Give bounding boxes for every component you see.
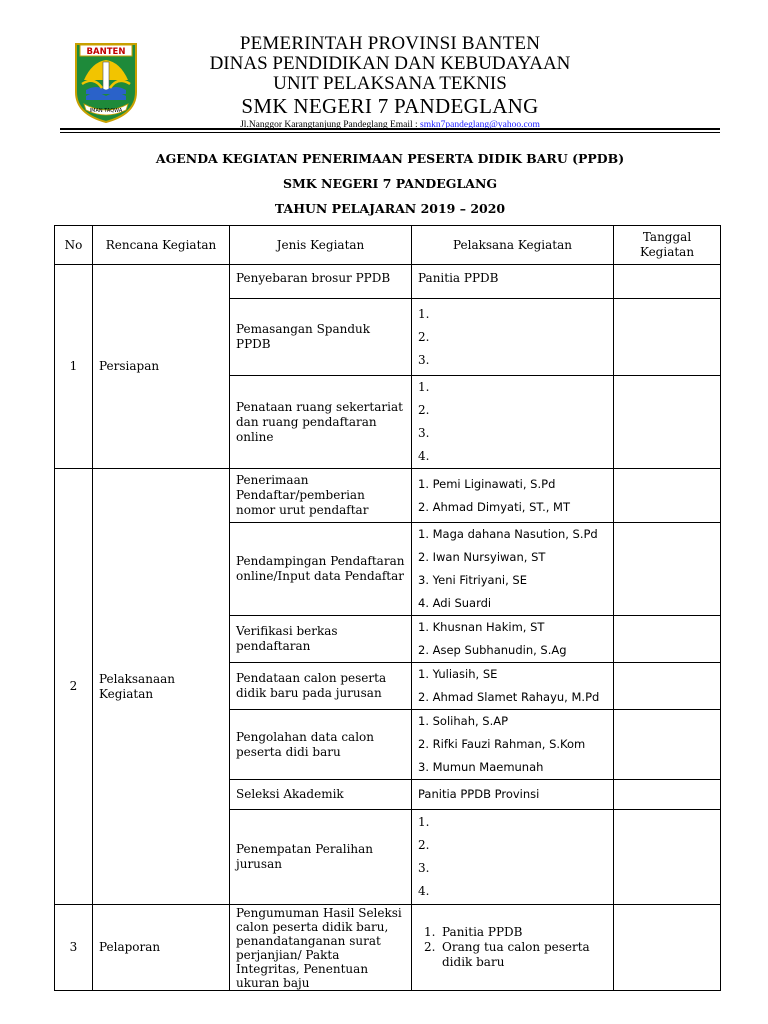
group-rencana: Pelaksanaan Kegiatan (93, 469, 230, 905)
table-row (55, 469, 721, 523)
jenis-cell: Penempatan Peralihan jurusan (230, 810, 412, 905)
letterhead-rule-thick (60, 128, 720, 130)
title-line3: TAHUN PELAJARAN 2019 – 2020 (274, 201, 506, 216)
jenis-cell: Pengumuman Hasil Seleksi calon peserta didik baru, penandatanganan surat perjanjian/ Pakta Integritas, Penentuan ukuran baju (230, 905, 412, 991)
pelaksana-item (424, 925, 607, 940)
pelaksana-item: 1. Khusnan Hakim, ST (418, 620, 545, 634)
item-text: Panitia PPDB (442, 925, 523, 939)
pelaksana-item: 1. Yuliasih, SE (418, 667, 498, 681)
tanggal-cell (614, 523, 721, 616)
logo-top-text: BANTEN (86, 47, 126, 57)
pelaksana-item: 3. Mumun Maemunah (418, 760, 544, 774)
pelaksana-cell (412, 376, 614, 469)
pelaksana-item: 2. Iwan Nursyiwan, ST (418, 550, 546, 564)
pelaksana-cell (412, 299, 614, 376)
pelaksana-cell (412, 905, 614, 991)
pelaksana-cell: Panitia PPDB (412, 265, 614, 299)
address-text: Jl.Nanggor Karangtanjung Pandeglang Email : (240, 120, 421, 130)
tanggal-cell (614, 810, 721, 905)
jenis-cell: Pendampingan Pendaftaran online/Input data Pendaftar (230, 523, 412, 616)
pelaksana-item: 1. (418, 815, 430, 829)
pelaksana-item: 1. (418, 306, 430, 321)
document-titles (60, 146, 720, 221)
header-no: No (55, 226, 93, 265)
header-rencana: Rencana Kegiatan (93, 226, 230, 265)
letterhead (150, 34, 630, 131)
item-number: 1. (424, 925, 436, 939)
jenis-cell: Pengolahan data calon peserta didi baru (230, 710, 412, 780)
table-row (55, 265, 721, 299)
pelaksana-item: 2. Ahmad Slamet Rahayu, M.Pd (418, 690, 600, 704)
group-no: 1 (55, 265, 93, 469)
header-tanggal: Tanggal Kegiatan (614, 226, 721, 265)
pelaksana-item: 3. (418, 352, 430, 367)
pelaksana-item: 4. (418, 884, 430, 898)
logo-bottom-text: IMAN TAQWA (89, 108, 123, 114)
header-jenis: Jenis Kegiatan (230, 226, 412, 265)
pelaksana-item: 3. (418, 426, 430, 440)
letterhead-line1: PEMERINTAH PROVINSI BANTEN (239, 33, 541, 54)
pelaksana-cell (412, 616, 614, 663)
pelaksana-cell (412, 523, 614, 616)
letterhead-line2: DINAS PENDIDIKAN DAN KEBUDAYAAN (209, 53, 571, 74)
pelaksana-item (424, 940, 607, 970)
pelaksana-item: 4. (418, 449, 430, 463)
letterhead-rule-thin (60, 132, 720, 133)
pelaksana-item: 1. Maga dahana Nasution, S.Pd (418, 527, 598, 541)
jenis-cell: Pemasangan Spanduk PPDB (230, 299, 412, 376)
group-rencana: Pelaporan (93, 905, 230, 991)
pelaksana-cell (412, 663, 614, 710)
header-pelaksana: Pelaksana Kegiatan (412, 226, 614, 265)
banten-province-logo (72, 40, 140, 124)
tanggal-cell (614, 469, 721, 523)
pelaksana-item: 2. Ahmad Dimyati, ST., MT (418, 499, 570, 514)
table-header-row (55, 226, 721, 265)
tanggal-cell (614, 905, 721, 991)
jenis-cell: Penyebaran brosur PPDB (230, 265, 412, 299)
pelaksana-item: 2. Asep Subhanudin, S.Ag (418, 643, 567, 657)
pelaksana-item: 2. (418, 403, 430, 417)
pelaksana-cell (412, 810, 614, 905)
group-no: 2 (55, 469, 93, 905)
tanggal-cell (614, 616, 721, 663)
jenis-cell: Penerimaan Pendaftar/pemberian nomor urut pendaftar (230, 469, 412, 523)
pelaksana-item: 2. (418, 329, 430, 344)
jenis-cell: Verifikasi berkas pendaftaran (230, 616, 412, 663)
tanggal-cell (614, 663, 721, 710)
jenis-cell: Penataan ruang sekertariat dan ruang pendaftaran online (230, 376, 412, 469)
pelaksana-cell (412, 710, 614, 780)
pelaksana-item: 1. Pemi Liginawati, S.Pd (418, 476, 556, 491)
title-line2: SMK NEGERI 7 PANDEGLANG (282, 176, 498, 191)
tanggal-cell (614, 710, 721, 780)
tanggal-cell (614, 265, 721, 299)
tanggal-cell (614, 376, 721, 469)
jenis-cell: Seleksi Akademik (230, 780, 412, 810)
school-name: SMK NEGERI 7 PANDEGLANG (241, 94, 539, 118)
group-no: 3 (55, 905, 93, 991)
group-rencana: Persiapan (93, 265, 230, 469)
email-link[interactable]: smkn7pandeglang@yahoo.com (420, 120, 540, 130)
pelaksana-item: 1. Solihah, S.AP (418, 714, 509, 728)
title-line1: AGENDA KEGIATAN PENERIMAAN PESERTA DIDIK BARU (PPDB) (155, 151, 625, 166)
pelaksana-item: 2. (418, 838, 430, 852)
item-text: Orang tua calon peserta didik baru (442, 940, 590, 969)
jenis-cell: Pendataan calon peserta didik baru pada jurusan (230, 663, 412, 710)
table-row (55, 905, 721, 991)
letterhead-line3: UNIT PELAKSANA TEKNIS (273, 73, 507, 94)
item-number: 2. (424, 940, 436, 954)
tanggal-cell (614, 299, 721, 376)
pelaksana-cell (412, 469, 614, 523)
pelaksana-item: 2. Rifki Fauzi Rahman, S.Kom (418, 737, 586, 751)
pelaksana-item: 3. Yeni Fitriyani, SE (418, 573, 527, 587)
agenda-table (54, 225, 721, 991)
pelaksana-item: 4. Adi Suardi (418, 596, 492, 610)
pelaksana-cell: Panitia PPDB Provinsi (412, 780, 614, 810)
pelaksana-item: 3. (418, 861, 430, 875)
pelaksana-item: 1. (418, 380, 430, 394)
tanggal-cell (614, 780, 721, 810)
